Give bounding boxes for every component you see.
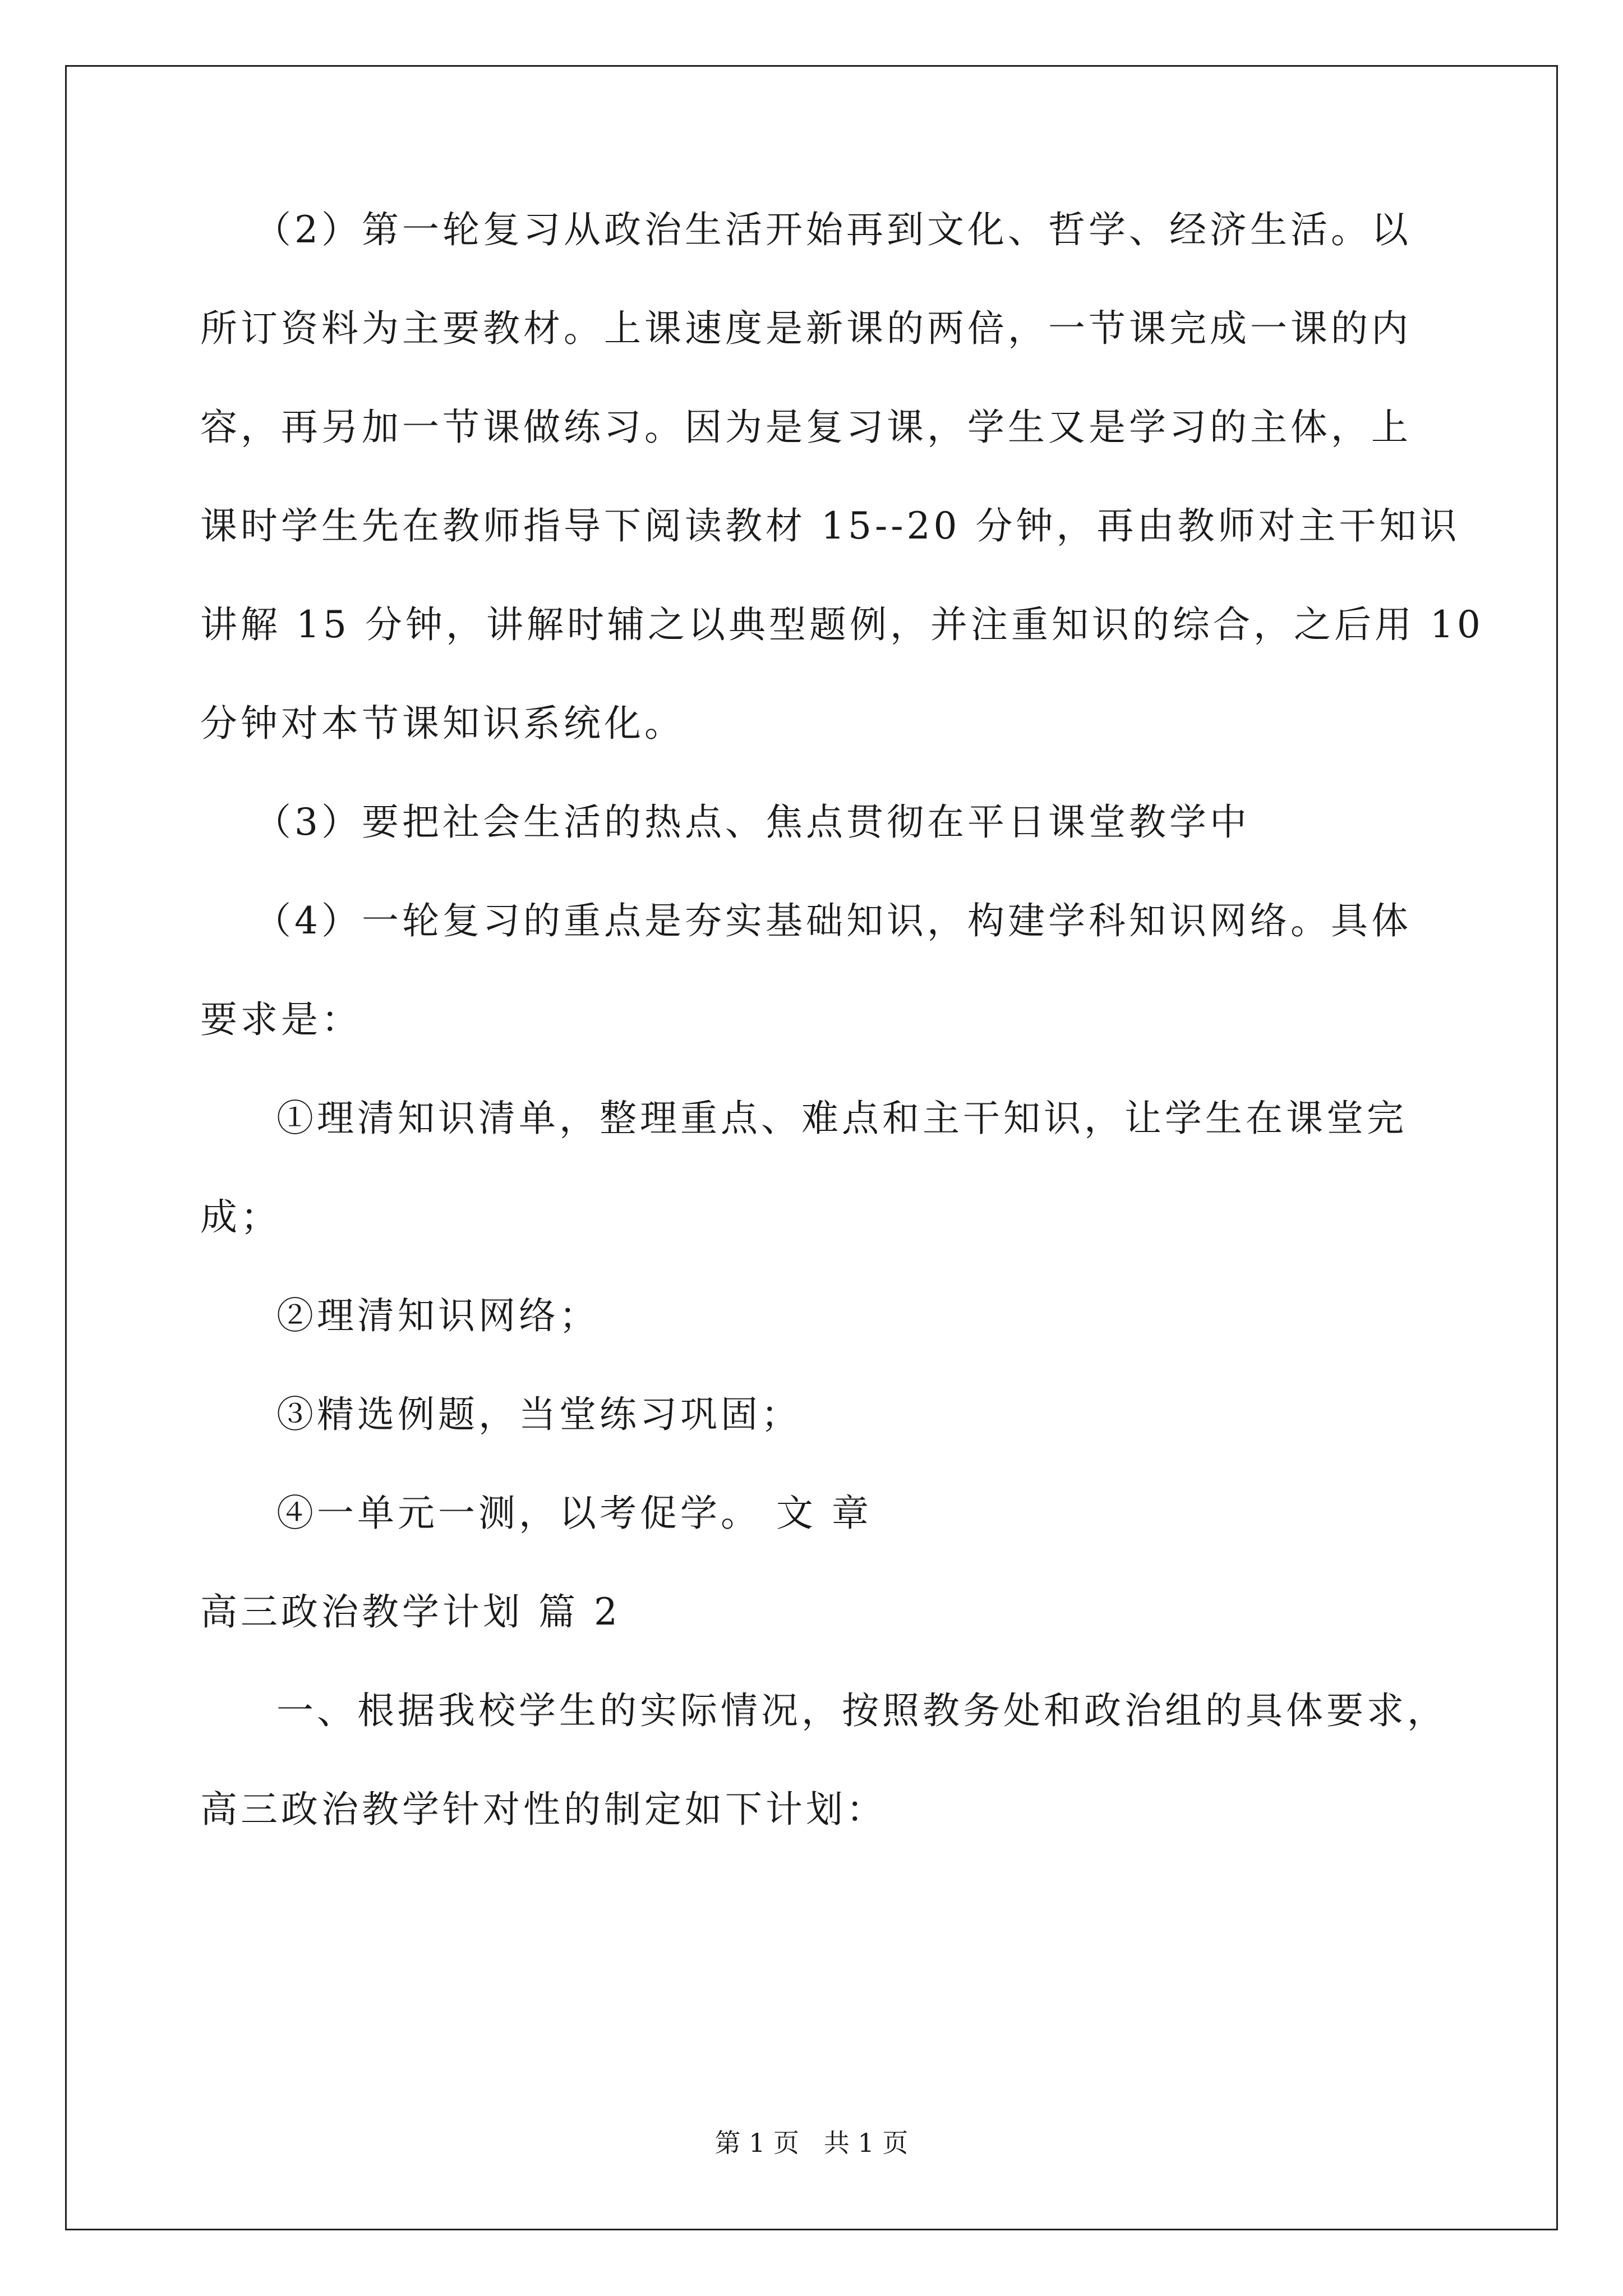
paragraph-2-line-4: 课时学生先在教师指导下阅读教材 15--20 分钟，再由教师对主干知识 (200, 504, 1460, 547)
section-heading: 高三政治教学计划 篇 2 (200, 1590, 621, 1634)
paragraph-4-line-2: 要求是： (200, 998, 362, 1041)
paragraph-2-line-5: 讲解 15 分钟，讲解时辅之以典型题例，并注重知识的综合，之后用 10 (200, 603, 1484, 646)
page-footer: 第 1 页 共 1 页 (714, 2128, 909, 2158)
paragraph-2-line-2: 所订资料为主要教材。上课速度是新课的两倍，一节课完成一课的内 (200, 307, 1412, 350)
section-paragraph-line-1: 一、根据我校学生的实际情况，按照教务处和政治组的具体要求， (276, 1689, 1447, 1732)
paragraph-2-line-1: （2）第一轮复习从政治生活开始再到文化、哲学、经济生活。以 (254, 208, 1412, 251)
list-item-1-line-2: 成； (200, 1195, 281, 1239)
paragraph-2-line-3: 容，再另加一节课做练习。因为是复习课，学生又是学习的主体，上 (200, 406, 1412, 449)
section-paragraph-line-2: 高三政治教学针对性的制定如下计划： (200, 1788, 887, 1831)
paragraph-3: （3）要把社会生活的热点、焦点贯彻在平日课堂教学中 (254, 800, 1250, 844)
paragraph-4-line-1: （4）一轮复习的重点是夯实基础知识，构建学科知识网络。具体 (254, 899, 1412, 942)
list-item-4: ④一单元一测，以考促学。 文 章 (276, 1492, 872, 1535)
paragraph-2-line-6: 分钟对本节课知识系统化。 (200, 702, 685, 745)
list-item-3: ③精选例题，当堂练习巩固； (276, 1393, 801, 1436)
page-border (65, 65, 1558, 2230)
list-item-2: ②理清知识网络； (276, 1294, 600, 1337)
list-item-1-line-1: ①理清知识清单，整理重点、难点和主干知识，让学生在课堂完 (276, 1097, 1407, 1140)
